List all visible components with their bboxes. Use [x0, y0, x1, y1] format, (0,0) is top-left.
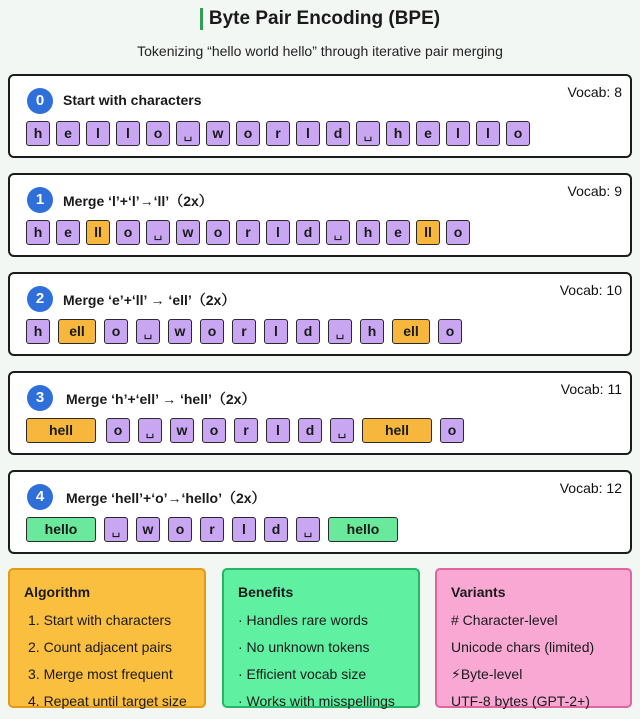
page-subtitle: Tokenizing “hello world hello” through iterative pair merging — [137, 43, 503, 59]
list-item: · No unknown tokens — [238, 639, 370, 655]
space-token: ␣ — [356, 121, 380, 146]
token: o — [168, 517, 192, 542]
merged-token: hell — [26, 418, 96, 443]
merged-token: ll — [86, 220, 110, 245]
merged-token: ell — [392, 319, 430, 344]
token: h — [26, 319, 50, 344]
space-token: ␣ — [328, 319, 352, 344]
token: l — [296, 121, 320, 146]
step-card-1 — [8, 173, 632, 257]
merged-token: ll — [416, 220, 440, 245]
list-item: # Character-level — [451, 612, 558, 628]
panel-title: Variants — [451, 584, 506, 600]
token: d — [298, 418, 322, 443]
token: o — [236, 121, 260, 146]
step-number-badge: 3 — [27, 385, 53, 411]
merged-token: hell — [362, 418, 432, 443]
token: h — [386, 121, 410, 146]
step-label: Merge ‘hell’+‘o’→‘hello’（2x） — [66, 490, 266, 506]
space-token: ␣ — [326, 220, 350, 245]
token: d — [264, 517, 288, 542]
token: w — [176, 220, 200, 245]
token: l — [232, 517, 256, 542]
token: r — [234, 418, 258, 443]
token: l — [264, 319, 288, 344]
step-card-3 — [8, 371, 632, 455]
merged-token: hello — [328, 517, 398, 542]
token: l — [266, 220, 290, 245]
list-item: 3. Merge most frequent — [28, 666, 173, 682]
space-token: ␣ — [138, 418, 162, 443]
token: o — [116, 220, 140, 245]
token: o — [446, 220, 470, 245]
step-card-0 — [8, 74, 632, 158]
step-label: Merge ‘e’+‘ll’ → ‘ell’（2x） — [63, 292, 236, 308]
vocab-size: Vocab: 9 — [567, 183, 622, 199]
step-card-2 — [8, 272, 632, 356]
space-token: ␣ — [176, 121, 200, 146]
token: w — [136, 517, 160, 542]
vocab-size: Vocab: 8 — [567, 84, 622, 100]
step-card-4 — [8, 470, 632, 554]
space-token: ␣ — [330, 418, 354, 443]
token: h — [26, 220, 50, 245]
token: w — [206, 121, 230, 146]
step-number-badge: 4 — [27, 484, 53, 510]
algorithm-panel — [8, 568, 206, 708]
list-item: · Works with misspellings — [238, 693, 395, 709]
token: o — [106, 418, 130, 443]
variants-panel — [435, 568, 632, 708]
token: l — [476, 121, 500, 146]
token: o — [438, 319, 462, 344]
token: e — [56, 220, 80, 245]
vocab-size: Vocab: 10 — [559, 282, 622, 298]
token: e — [56, 121, 80, 146]
list-item: 2. Count adjacent pairs — [28, 639, 172, 655]
token: d — [296, 220, 320, 245]
token: l — [116, 121, 140, 146]
token-row — [26, 319, 468, 345]
token: e — [416, 121, 440, 146]
token: h — [356, 220, 380, 245]
list-item: 4. Repeat until target size — [28, 693, 187, 709]
space-token: ␣ — [136, 319, 160, 344]
token: o — [202, 418, 226, 443]
token: r — [200, 517, 224, 542]
panel-title: Benefits — [238, 584, 294, 600]
list-item: · Efficient vocab size — [238, 666, 367, 682]
title-container — [0, 8, 640, 30]
list-item: · Handles rare words — [238, 612, 368, 628]
step-number-badge: 1 — [27, 187, 53, 213]
step-label: Merge ‘h’+‘ell’ → ‘hell’（2x） — [66, 391, 256, 407]
token: l — [266, 418, 290, 443]
token: h — [360, 319, 384, 344]
vocab-size: Vocab: 11 — [560, 381, 622, 397]
step-number-badge: 2 — [27, 286, 53, 312]
step-label: Merge ‘l’+‘l’→‘ll’（2x） — [63, 193, 213, 209]
token: e — [386, 220, 410, 245]
token: l — [86, 121, 110, 146]
benefits-list — [238, 611, 395, 719]
token: d — [326, 121, 350, 146]
token: h — [26, 121, 50, 146]
token: o — [506, 121, 530, 146]
space-token: ␣ — [296, 517, 320, 542]
token: l — [446, 121, 470, 146]
algorithm-list — [24, 611, 187, 719]
space-token: ␣ — [104, 517, 128, 542]
merged-token: hello — [26, 517, 96, 542]
token: d — [296, 319, 320, 344]
panel-title: Algorithm — [24, 584, 91, 600]
step-label: Start with characters — [63, 92, 202, 108]
variants-list — [451, 611, 594, 719]
token-row — [26, 121, 536, 147]
space-token: ␣ — [146, 220, 170, 245]
vocab-size: Vocab: 12 — [559, 480, 622, 496]
token: r — [232, 319, 256, 344]
token: o — [104, 319, 128, 344]
token: r — [266, 121, 290, 146]
list-item: UTF-8 bytes (GPT-2+) — [451, 693, 590, 709]
token: w — [168, 319, 192, 344]
token: o — [146, 121, 170, 146]
token-row — [26, 220, 476, 246]
list-item: ⚡Byte-level — [451, 666, 523, 682]
token: o — [440, 418, 464, 443]
token: r — [236, 220, 260, 245]
benefits-panel — [222, 568, 420, 708]
token: o — [206, 220, 230, 245]
token-row — [26, 418, 470, 444]
token: w — [170, 418, 194, 443]
merged-token: ell — [58, 319, 96, 344]
list-item: 1. Start with characters — [28, 612, 172, 628]
token: o — [200, 319, 224, 344]
token-row — [26, 517, 404, 543]
step-number-badge: 0 — [27, 88, 53, 114]
page-title: Byte Pair Encoding (BPE) — [200, 8, 440, 30]
list-item: Unicode chars (limited) — [451, 639, 595, 655]
